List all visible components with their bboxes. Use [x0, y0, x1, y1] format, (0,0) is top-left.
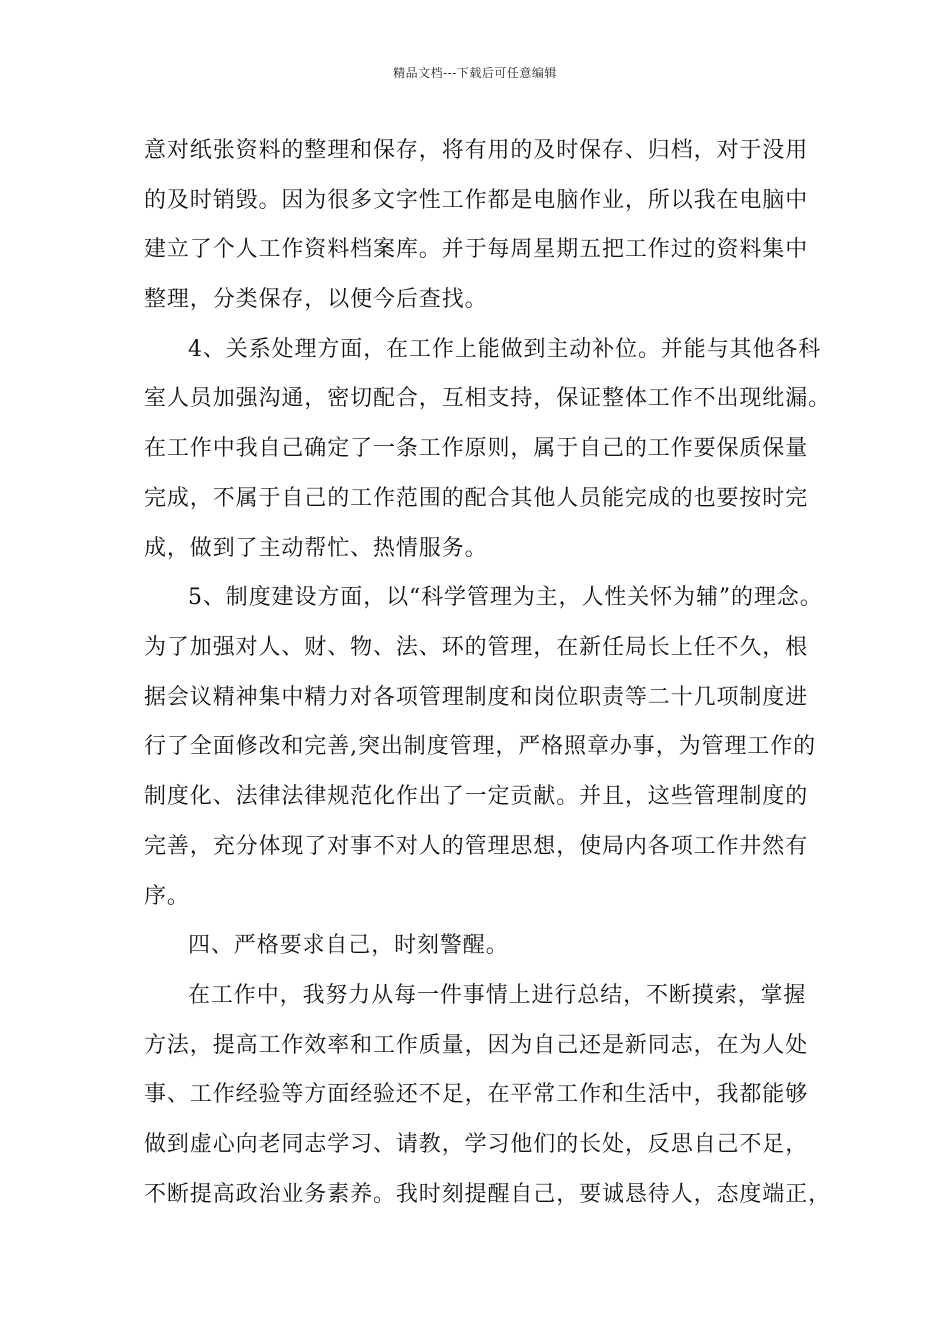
text-line: 事、工作经验等方面经验还不足，在平常工作和生活中，我都能够	[144, 1082, 809, 1107]
text-line: 4、关系处理方面，在工作上能做到主动补位。并能与其他各科	[188, 337, 822, 362]
text-line: 制度化、法律法律规范化作出了一定贡献。并且，这些管理制度的	[144, 784, 809, 809]
text-line: 完成，不属于自己的工作范围的配合其他人员能完成的也要按时完	[144, 486, 809, 511]
text-line: 序。	[144, 884, 190, 909]
text-line: 做到虚心向老同志学习、请教，学习他们的长处，反思自己不足，	[144, 1132, 809, 1157]
page-header: 精品文档---下载后可任意编辑	[393, 66, 557, 80]
text-line: 为了加强对人、财、物、法、环的管理，在新任局长上任不久，根	[144, 635, 809, 660]
text-line: 在工作中我自己确定了一条工作原则，属于自己的工作要保质保量	[144, 436, 809, 461]
text-line: 成，做到了主动帮忙、热情服务。	[144, 536, 488, 561]
text-line: 据会议精神集中精力对各项管理制度和岗位职责等二十几项制度进	[144, 685, 809, 710]
text-line: 建立了个人工作资料档案库。并于每周星期五把工作过的资料集中	[144, 237, 809, 262]
text-line: 完善，充分体现了对事不对人的管理思想，使局内各项工作井然有	[144, 834, 809, 859]
text-line: 整理，分类保存，以便今后查找。	[144, 287, 488, 312]
text-line: 意对纸张资料的整理和保存，将有用的及时保存、归档，对于没用	[144, 138, 809, 163]
text-line: 不断提高政治业务素养。我时刻提醒自己，要诚恳待人，态度端正，	[144, 1182, 832, 1207]
text-line: 方法，提高工作效率和工作质量，因为自己还是新同志，在为人处	[144, 1033, 809, 1058]
section-heading: 四、严格要求自己，时刻警醒。	[188, 933, 509, 958]
text-line: 室人员加强沟通，密切配合，互相支持，保证整体工作不出现纰漏。	[144, 386, 832, 411]
text-line: 的及时销毁。因为很多文字性工作都是电脑作业，所以我在电脑中	[144, 188, 809, 213]
text-line: 在工作中，我努力从每一件事情上进行总结，不断摸索，掌握	[188, 983, 807, 1008]
text-line: 行了全面修改和完善,突出制度管理，严格照章办事，为管理工作的	[144, 734, 816, 759]
text-line: 5、制度建设方面，以“科学管理为主，人性关怀为辅”的理念。	[188, 585, 823, 610]
